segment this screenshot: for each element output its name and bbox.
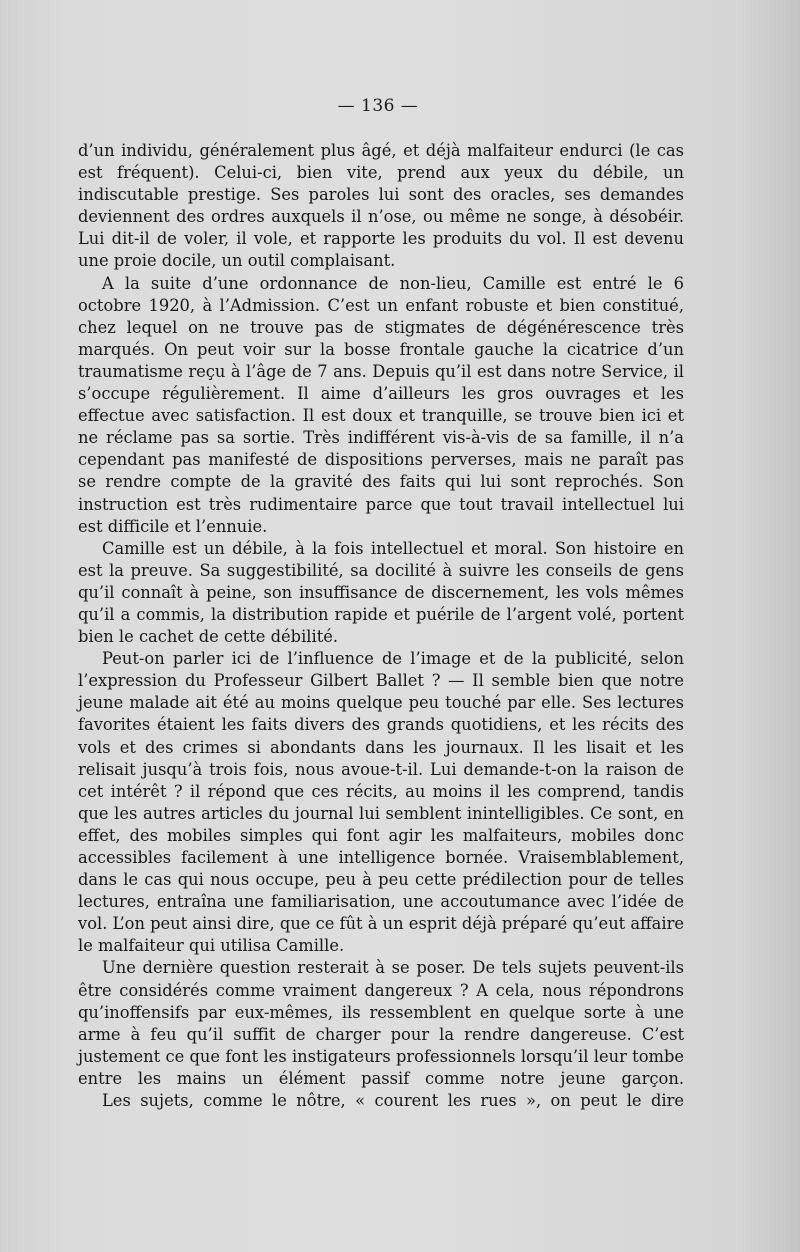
paragraph-1: d’un individu, généralement plus âgé, et déjà malfaiteur endurci (le cas est fréquent). Celui-ci, bien vite, prend aux yeux du débile, un indiscutable prestige. Ses paroles lui sont des oracles, ses demandes deviennent des ordres auxquels il n’ose, ou même ne songe, à désobéir. Lui dit-il de voler, il vole, et rapporte les produits du vol. Il est devenu une proie docile, un outil complaisant. xyxy=(78,141,684,271)
page-number: — 136 — xyxy=(337,96,419,116)
paragraph-4: Peut-on parler ici de l’influence de l’image et de la publicité, selon l’expression du Professeur Gilbert Ballet ? — Il semble bien que notre jeune malade ait été au moins quelque peu touché par elle. Ses lectures favorites étaient les faits divers des grands quotidiens, et les récits des vols et des crimes si abondants dans les journaux. Il les lisait et les relisait jusqu’à trois fois, nous avoue-t-il. Lui demande-t-on la raison de cet intérêt ? il répond que ces récits, au moins il les comprend, tandis que les autres articles du journal lui semblent inintelligibles. Ce sont, en effet, des mobiles simples qui font agir les malfaiteurs, mobiles donc accessibles facilement à une intelligence bornée. Vraisemblablement, dans le cas qui nous occupe, peu à peu cette prédilection pour de telles lectures, entraîna une familiarisation, une accoutumance avec l’idée de vol. L’on peut ainsi dire, que ce fût à un esprit déjà préparé qu’eut affaire le malfaiteur qui utilisa Camille. xyxy=(78,649,685,956)
paragraph-2: A la suite d’une ordonnance de non-lieu, Camille est entré le 6 octobre 1920, à l’Admission. C’est un enfant robuste et bien constitué, chez lequel on ne trouve pas de stigmates de dégénérescence très marqués. On peut voir sur la bosse frontale gauche la cicatrice d’un traumatisme reçu à l’âge de 7 ans. Depuis qu’il est dans notre Service, il s’occupe régulièrement. Il aime d’ailleurs les gros ouvrages et les effectue avec satisfaction. Il est doux et tranquille, se trouve bien ici et ne réclame pas sa sortie. Très indifférent vis-à-vis de sa famille, il n’a cependant pas manifesté de dispositions perverses, mais ne paraît pas se rendre compte de la gravité des faits qui lui sont reprochés. Son instruction est très rudimentaire parce que tout travail intellectuel lui est difficile et l’ennuie. xyxy=(78,273,684,536)
paragraph-6: Les sujets, comme le nôtre, « courent les rues », on peut le dire xyxy=(102,1091,684,1111)
paragraph-5: Une dernière question resterait à se poser. De tels sujets peuvent-ils être considérés comme vraiment dangereux ? A cela, nous répondrons qu’inoffensifs par eux-mêmes, ils ressemblent en quelque sorte à une arme à feu qu’il suffit de charger pour la rendre dangereuse. C’est justement ce que font les instigateurs professionnels lorsqu’il leur tombe entre les mains un élément passif comme notre jeune garçon. xyxy=(78,958,684,1088)
body-text xyxy=(78,140,684,1112)
paragraph-3: Camille est un débile, à la fois intellectuel et moral. Son histoire en est la preuve. Sa suggestibilité, sa docilité à suivre les conseils de gens qu’il connaît à peine, son insuffisance de discernement, les vols mêmes qu’il a commis, la distribution rapide et puérile de l’argent volé, portent bien le cachet de cette débilité. xyxy=(78,538,684,647)
